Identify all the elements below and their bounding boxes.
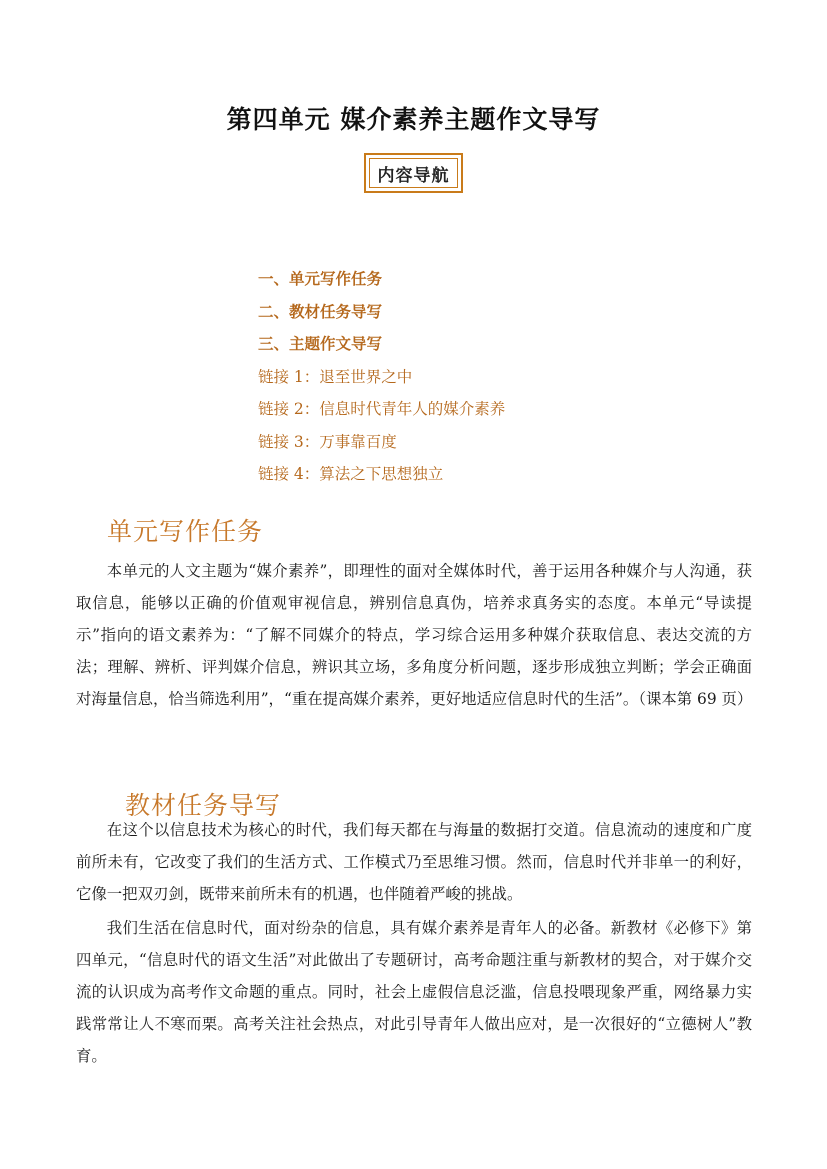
- toc-item[interactable]: 一、单元写作任务: [258, 269, 383, 288]
- table-of-contents: [258, 265, 678, 493]
- content-nav-box: [364, 153, 463, 193]
- section-paragraph: 我们生活在信息时代，面对纷杂的信息，具有媒介素养是青年人的必备。新教材《必修下》第四单元，“信息时代的语文生活”对此做出了专题研讨，高考命题注重与新教材的契合，对于媒介交流的认识成为高考作文命题的重点。同时，社会上虚假信息泛滥，信息投喂现象严重，网络暴力实践常常让人不寒而栗。高考关注社会热点，对此引导青年人做出应对，是一次很好的“立德树人”教育。: [76, 919, 752, 1065]
- toc-item[interactable]: 链接 1：退至世界之中: [258, 367, 413, 386]
- section-heading-textbook-guide: 教材任务导写: [125, 791, 282, 820]
- content-nav-label: 内容导航: [369, 158, 458, 188]
- section-paragraph: 在这个以信息技术为核心的时代，我们每天都在与海量的数据打交道。信息流动的速度和广度前所未有，它改变了我们的生活方式、工作模式乃至思维习惯。然而，信息时代并非单一的利好，它像一把双刃剑，既带来前所未有的机遇，也伴随着严峻的挑战。: [76, 821, 752, 903]
- toc-item[interactable]: 三、主题作文导写: [258, 334, 383, 353]
- toc-item[interactable]: 链接 2：信息时代青年人的媒介素养: [258, 400, 506, 418]
- page-title: 第四单元 媒介素养主题作文导写: [226, 105, 601, 134]
- toc-item[interactable]: 链接 3：万事靠百度: [258, 432, 397, 451]
- section-paragraph: 本单元的人文主题为“媒介素养”，即理性的面对全媒体时代，善于运用各种媒介与人沟通，获取信息，能够以正确的价值观审视信息，辨别信息真伪，培养求真务实的态度。本单元“导读提示”指向的语文素养为：“了解不同媒介的特点，学习综合运用多种媒介获取信息、表达交流的方法；理解、辨析、评判媒介信息，辨识其立场，多角度分析问题，逐步形成独立判断；学会正确面对海量信息，恰当筛选利用”，“重在提高媒介素养，更好地适应信息时代的生活”。（课本第 69 页）: [76, 562, 753, 708]
- toc-item[interactable]: 链接 4：算法之下思想独立: [258, 465, 444, 483]
- section-heading-writing-task: 单元写作任务: [107, 517, 264, 546]
- toc-item[interactable]: 二、教材任务导写: [258, 301, 383, 321]
